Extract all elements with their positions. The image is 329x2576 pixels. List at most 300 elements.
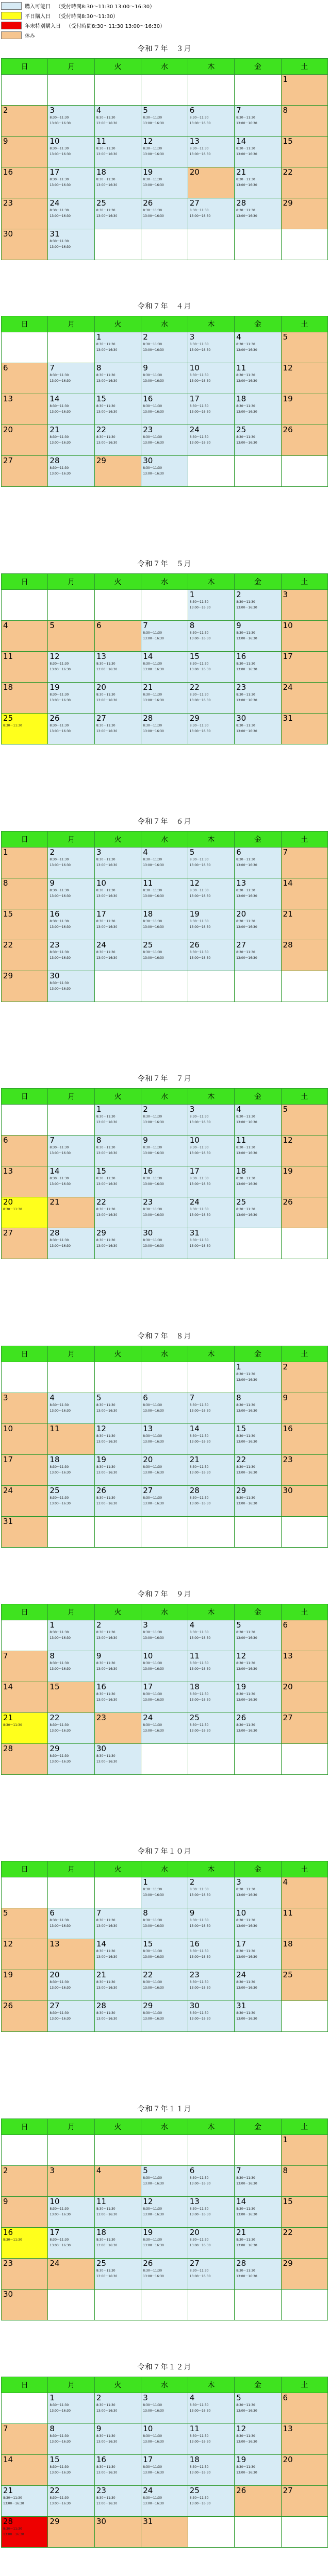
day-cell bbox=[281, 909, 327, 940]
time-slots bbox=[48, 2464, 94, 2476]
weekday-header: 土 bbox=[281, 59, 327, 75]
time-slot: 13:00〜16:30 bbox=[3, 2502, 24, 2505]
day-number: 25 bbox=[189, 1713, 200, 1722]
time-slot: 13:00〜16:30 bbox=[189, 1893, 211, 1897]
time-slot: 13:00〜16:30 bbox=[143, 1667, 164, 1671]
time-slot: 13:00〜16:30 bbox=[236, 2471, 257, 2475]
day-number: 22 bbox=[189, 683, 200, 692]
time-slot: 13:00〜16:30 bbox=[236, 1182, 257, 1186]
week-row bbox=[2, 1908, 328, 1939]
day-cell bbox=[94, 1228, 141, 1259]
time-slot: 13:00〜16:30 bbox=[143, 1924, 164, 1928]
time-slot: 13:00〜16:30 bbox=[236, 1636, 257, 1640]
time-slot: 13:00〜16:30 bbox=[143, 863, 164, 867]
time-slot: 13:00〜16:30 bbox=[96, 863, 118, 867]
day-number: 5 bbox=[143, 2166, 148, 2175]
day-cell bbox=[48, 1393, 94, 1424]
day-cell bbox=[2, 848, 48, 878]
weekday-header: 木 bbox=[188, 2377, 234, 2393]
day-cell bbox=[281, 1877, 327, 1908]
day-number: 29 bbox=[50, 1744, 60, 1753]
day-number: 16 bbox=[50, 909, 60, 919]
time-slots bbox=[48, 1495, 94, 1506]
day-cell bbox=[188, 1620, 234, 1651]
day-number: 4 bbox=[189, 2393, 195, 2402]
time-slot: 13:00〜16:30 bbox=[189, 1440, 211, 1444]
time-slots bbox=[235, 692, 281, 703]
time-slots bbox=[48, 1176, 94, 1187]
time-slots bbox=[188, 1145, 234, 1156]
time-slots bbox=[48, 1238, 94, 1249]
time-slot: 13:00〜16:30 bbox=[236, 1440, 257, 1444]
time-slots bbox=[235, 630, 281, 641]
time-slot: 13:00〜16:30 bbox=[143, 1893, 164, 1897]
day-number: 15 bbox=[3, 909, 13, 919]
time-slots bbox=[188, 950, 234, 961]
empty-day-cell bbox=[235, 1228, 281, 1259]
day-number: 5 bbox=[189, 848, 195, 857]
day-cell bbox=[94, 1455, 141, 1486]
week-row bbox=[2, 2228, 328, 2259]
day-number: 1 bbox=[50, 1620, 55, 1630]
day-cell bbox=[281, 106, 327, 137]
empty-day-cell bbox=[281, 2290, 327, 2320]
day-cell bbox=[281, 1105, 327, 1136]
time-slot: 8:30〜11:30 bbox=[189, 1146, 209, 1149]
weekday-header: 日 bbox=[2, 1346, 48, 1362]
time-slot: 8:30〜11:30 bbox=[189, 662, 209, 666]
day-number: 12 bbox=[96, 1424, 106, 1433]
time-slots bbox=[188, 2175, 234, 2187]
day-cell bbox=[235, 106, 281, 137]
day-cell bbox=[188, 1713, 234, 1744]
time-slot: 13:00〜16:30 bbox=[236, 863, 257, 867]
time-slot: 13:00〜16:30 bbox=[189, 1955, 211, 1959]
day-number: 13 bbox=[50, 1939, 60, 1948]
time-slot: 13:00〜16:30 bbox=[96, 1471, 118, 1475]
weekday-header-row bbox=[2, 1089, 328, 1105]
day-cell bbox=[281, 2486, 327, 2517]
day-cell bbox=[281, 2259, 327, 2290]
time-slot: 8:30〜11:30 bbox=[189, 889, 209, 892]
day-cell bbox=[48, 848, 94, 878]
time-slot: 13:00〜16:30 bbox=[143, 668, 164, 671]
time-slots bbox=[95, 1207, 141, 1218]
time-slot: 13:00〜16:30 bbox=[143, 1729, 164, 1733]
weekday-header-row bbox=[2, 1861, 328, 1877]
day-cell bbox=[141, 2001, 188, 2032]
time-slot: 8:30〜11:30 bbox=[189, 2496, 209, 2500]
day-number: 22 bbox=[283, 167, 293, 177]
time-slots bbox=[95, 177, 141, 188]
time-slot: 13:00〜16:30 bbox=[143, 1182, 164, 1186]
time-slot: 13:00〜16:30 bbox=[236, 699, 257, 702]
day-cell bbox=[48, 2455, 94, 2486]
time-slot: 13:00〜16:30 bbox=[96, 1955, 118, 1959]
time-slots bbox=[141, 208, 187, 219]
time-slots bbox=[188, 342, 234, 353]
day-cell bbox=[188, 1393, 234, 1424]
time-slot: 8:30〜11:30 bbox=[96, 1239, 116, 1242]
time-slot: 8:30〜11:30 bbox=[96, 178, 116, 181]
time-slot: 8:30〜11:30 bbox=[143, 178, 162, 181]
weekday-header: 金 bbox=[235, 2377, 281, 2393]
day-number: 29 bbox=[3, 971, 13, 980]
time-slot: 8:30〜11:30 bbox=[96, 1115, 116, 1118]
day-number: 3 bbox=[236, 1877, 241, 1887]
time-slot: 13:00〜16:30 bbox=[143, 379, 164, 383]
time-slot: 13:00〜16:30 bbox=[189, 2244, 211, 2247]
day-cell bbox=[48, 2197, 94, 2228]
time-slot: 13:00〜16:30 bbox=[189, 2440, 211, 2444]
empty-day-cell bbox=[281, 1228, 327, 1259]
time-slot: 8:30〜11:30 bbox=[143, 209, 162, 212]
time-slot: 8:30〜11:30 bbox=[50, 2238, 69, 2242]
time-slots bbox=[188, 723, 234, 734]
time-slot: 13:00〜16:30 bbox=[96, 122, 118, 125]
time-slot: 13:00〜16:30 bbox=[96, 894, 118, 898]
time-slot: 13:00〜16:30 bbox=[96, 1986, 118, 1990]
time-slots bbox=[235, 2433, 281, 2445]
time-slots bbox=[141, 2175, 187, 2187]
day-cell bbox=[141, 2517, 188, 2548]
day-number: 21 bbox=[236, 167, 246, 177]
time-slots bbox=[141, 1979, 187, 1991]
time-slot: 8:30〜11:30 bbox=[50, 404, 69, 408]
day-number: 31 bbox=[189, 1228, 200, 1238]
time-slots bbox=[95, 208, 141, 219]
calendar-table bbox=[1, 1088, 328, 1259]
weekday-header: 土 bbox=[281, 574, 327, 590]
time-slot: 13:00〜16:30 bbox=[50, 863, 71, 867]
weekday-header: 木 bbox=[188, 59, 234, 75]
time-slots bbox=[95, 888, 141, 899]
day-cell bbox=[141, 848, 188, 878]
time-slot: 8:30〜11:30 bbox=[189, 1115, 209, 1118]
day-number: 13 bbox=[236, 878, 246, 888]
time-slots bbox=[235, 1630, 281, 1641]
time-slot: 13:00〜16:30 bbox=[96, 379, 118, 383]
day-cell bbox=[2, 909, 48, 940]
legend-label-open bbox=[25, 2, 155, 10]
time-slot: 8:30〜11:30 bbox=[50, 1465, 69, 1469]
weekday-header: 木 bbox=[188, 832, 234, 848]
time-slot: 13:00〜16:30 bbox=[143, 894, 164, 898]
time-slots bbox=[95, 1402, 141, 1414]
week-row bbox=[2, 1744, 328, 1775]
time-slot: 13:00〜16:30 bbox=[189, 1121, 211, 1124]
day-number: 4 bbox=[283, 1877, 288, 1887]
day-number: 24 bbox=[50, 2259, 60, 2268]
weekday-header-row bbox=[2, 574, 328, 590]
time-slots bbox=[95, 1979, 141, 1991]
weekday-header: 火 bbox=[94, 1089, 141, 1105]
time-slot: 8:30〜11:30 bbox=[189, 2176, 209, 2180]
day-cell bbox=[2, 2290, 48, 2320]
day-number: 31 bbox=[3, 1517, 13, 1526]
day-cell bbox=[235, 1424, 281, 1455]
time-slots bbox=[235, 2464, 281, 2476]
month-title: 令和７年 ５月 bbox=[137, 560, 192, 568]
day-number: 31 bbox=[50, 229, 60, 239]
time-slot: 13:00〜16:30 bbox=[143, 348, 164, 352]
time-slot: 8:30〜11:30 bbox=[50, 1919, 69, 1922]
time-slot: 13:00〜16:30 bbox=[96, 1409, 118, 1413]
day-cell bbox=[48, 1744, 94, 1775]
time-slot: 8:30〜11:30 bbox=[96, 693, 116, 697]
time-slot: 8:30〜11:30 bbox=[236, 2207, 255, 2211]
day-cell bbox=[2, 1136, 48, 1166]
time-slots bbox=[235, 661, 281, 672]
day-number: 27 bbox=[50, 2001, 60, 2010]
day-number: 12 bbox=[143, 137, 153, 146]
time-slots bbox=[141, 2206, 187, 2217]
day-cell bbox=[141, 2166, 188, 2197]
weekday-header: 土 bbox=[281, 1604, 327, 1620]
time-slots bbox=[95, 403, 141, 415]
time-slots bbox=[141, 692, 187, 703]
time-slot: 8:30〜11:30 bbox=[96, 889, 116, 892]
time-slots bbox=[188, 2206, 234, 2217]
day-number: 28 bbox=[236, 2259, 246, 2268]
time-slot: 8:30〜11:30 bbox=[143, 1177, 162, 1180]
time-slot: 13:00〜16:30 bbox=[143, 1244, 164, 1248]
time-slots bbox=[95, 2433, 141, 2445]
day-number: 23 bbox=[143, 1197, 153, 1207]
day-cell bbox=[235, 394, 281, 425]
time-slot: 8:30〜11:30 bbox=[189, 209, 209, 212]
day-number: 6 bbox=[96, 621, 102, 630]
day-cell bbox=[94, 456, 141, 487]
weekday-header: 水 bbox=[141, 1346, 188, 1362]
time-slots bbox=[188, 692, 234, 703]
time-slots bbox=[235, 342, 281, 353]
time-slot: 13:00〜16:30 bbox=[189, 637, 211, 640]
day-number: 13 bbox=[96, 652, 106, 661]
time-slot: 8:30〜11:30 bbox=[189, 343, 209, 346]
day-number: 23 bbox=[3, 198, 13, 208]
week-row bbox=[2, 1682, 328, 1713]
time-slot: 8:30〜11:30 bbox=[143, 920, 162, 923]
day-number: 28 bbox=[189, 1486, 200, 1495]
day-number: 17 bbox=[3, 1455, 13, 1464]
day-cell bbox=[235, 137, 281, 167]
empty-day-cell bbox=[188, 2290, 234, 2320]
time-slot: 8:30〜11:30 bbox=[189, 693, 209, 697]
time-slot: 8:30〜11:30 bbox=[189, 1434, 209, 1438]
day-cell bbox=[2, 363, 48, 394]
week-row bbox=[2, 198, 328, 229]
time-slot: 13:00〜16:30 bbox=[50, 441, 71, 445]
time-slots bbox=[95, 1918, 141, 1929]
time-slot: 13:00〜16:30 bbox=[50, 1924, 71, 1928]
day-cell bbox=[2, 1651, 48, 1682]
time-slot: 13:00〜16:30 bbox=[189, 122, 211, 125]
time-slots bbox=[95, 1176, 141, 1187]
day-number: 11 bbox=[3, 652, 13, 661]
time-slot: 8:30〜11:30 bbox=[96, 2496, 116, 2500]
time-slot: 13:00〜16:30 bbox=[50, 1471, 71, 1475]
day-cell bbox=[94, 363, 141, 394]
day-number: 4 bbox=[3, 621, 8, 630]
empty-day-cell bbox=[48, 332, 94, 363]
time-slot: 13:00〜16:30 bbox=[50, 2213, 71, 2216]
day-cell bbox=[48, 2517, 94, 2548]
week-row bbox=[2, 1424, 328, 1455]
time-slots bbox=[141, 465, 187, 477]
time-slot: 8:30〜11:30 bbox=[96, 1919, 116, 1922]
time-slot: 13:00〜16:30 bbox=[189, 2213, 211, 2216]
day-cell bbox=[48, 1136, 94, 1166]
time-slot: 8:30〜11:30 bbox=[236, 2403, 255, 2407]
day-number: 26 bbox=[50, 714, 60, 723]
day-cell bbox=[188, 1970, 234, 2001]
day-number: 22 bbox=[50, 2486, 60, 2495]
day-cell bbox=[141, 714, 188, 744]
time-slot: 13:00〜16:30 bbox=[143, 1636, 164, 1640]
day-cell bbox=[188, 1136, 234, 1166]
time-slot: 8:30〜11:30 bbox=[143, 1146, 162, 1149]
time-slot: 8:30〜11:30 bbox=[236, 1692, 255, 1696]
time-slot: 13:00〜16:30 bbox=[50, 152, 71, 156]
day-cell bbox=[188, 2259, 234, 2290]
day-number: 25 bbox=[236, 1197, 246, 1207]
day-cell bbox=[2, 198, 48, 229]
time-slot: 8:30〜11:30 bbox=[143, 2269, 162, 2273]
time-slot: 13:00〜16:30 bbox=[236, 925, 257, 929]
time-slots bbox=[235, 1660, 281, 1672]
time-slots bbox=[48, 146, 94, 157]
day-number: 22 bbox=[236, 1455, 246, 1464]
day-cell bbox=[235, 1939, 281, 1970]
time-slot: 8:30〜11:30 bbox=[50, 466, 69, 470]
time-slot: 8:30〜11:30 bbox=[143, 858, 162, 861]
day-cell bbox=[141, 909, 188, 940]
day-cell bbox=[48, 1908, 94, 1939]
time-slot: 13:00〜16:30 bbox=[236, 1986, 257, 1990]
empty-day-cell bbox=[48, 1362, 94, 1393]
day-number: 4 bbox=[189, 1620, 195, 1630]
time-slots bbox=[235, 1691, 281, 1703]
time-slot: 13:00〜16:30 bbox=[96, 730, 118, 733]
time-slot: 13:00〜16:30 bbox=[50, 956, 71, 960]
time-slots bbox=[95, 2010, 141, 2022]
time-slot: 8:30〜11:30 bbox=[189, 2434, 209, 2438]
time-slot: 13:00〜16:30 bbox=[189, 152, 211, 156]
time-slot: 8:30〜11:30 bbox=[189, 1208, 209, 1211]
empty-day-cell bbox=[94, 590, 141, 621]
day-number: 19 bbox=[189, 909, 200, 919]
day-cell bbox=[48, 909, 94, 940]
weekday-header: 月 bbox=[48, 59, 94, 75]
day-number: 19 bbox=[3, 1970, 13, 1979]
day-cell bbox=[235, 1197, 281, 1228]
day-number: 5 bbox=[283, 332, 288, 342]
time-slot: 8:30〜11:30 bbox=[96, 404, 116, 408]
day-cell bbox=[235, 1713, 281, 1744]
day-number: 24 bbox=[143, 2486, 153, 2495]
time-slot: 13:00〜16:30 bbox=[143, 925, 164, 929]
day-number: 22 bbox=[96, 1197, 106, 1207]
time-slot: 13:00〜16:30 bbox=[50, 2017, 71, 2021]
day-cell bbox=[48, 1620, 94, 1651]
day-cell bbox=[2, 1197, 48, 1228]
weekday-header: 月 bbox=[48, 316, 94, 332]
day-number: 17 bbox=[143, 2455, 153, 2464]
day-number: 1 bbox=[3, 848, 8, 857]
time-slot: 8:30〜11:30 bbox=[189, 1888, 209, 1891]
day-number: 16 bbox=[143, 1166, 153, 1176]
time-slot: 13:00〜16:30 bbox=[189, 441, 211, 445]
time-slots bbox=[48, 723, 94, 734]
day-cell bbox=[48, 425, 94, 456]
time-slots bbox=[141, 1722, 187, 1734]
day-cell bbox=[141, 167, 188, 198]
day-number: 26 bbox=[236, 1713, 246, 1722]
empty-day-cell bbox=[94, 2290, 141, 2320]
day-number: 6 bbox=[283, 1620, 288, 1630]
day-cell bbox=[94, 106, 141, 137]
time-slot: 8:30〜11:30 bbox=[96, 435, 116, 439]
weekday-header: 月 bbox=[48, 574, 94, 590]
time-slot: 13:00〜16:30 bbox=[96, 1667, 118, 1671]
time-slot: 8:30〜11:30 bbox=[96, 2011, 116, 2015]
time-slot: 13:00〜16:30 bbox=[96, 956, 118, 960]
day-cell bbox=[188, 714, 234, 744]
time-slots bbox=[141, 857, 187, 868]
time-slot: 8:30〜11:30 bbox=[50, 981, 69, 985]
time-slots bbox=[188, 1887, 234, 1898]
week-row bbox=[2, 1197, 328, 1228]
time-slot: 8:30〜11:30 bbox=[143, 662, 162, 666]
day-cell bbox=[188, 652, 234, 683]
month-calendar bbox=[1, 1585, 328, 1775]
time-slots bbox=[235, 2402, 281, 2414]
day-cell bbox=[235, 2228, 281, 2259]
day-number: 10 bbox=[50, 137, 60, 146]
empty-day-cell bbox=[188, 75, 234, 106]
day-number: 11 bbox=[283, 1908, 293, 1918]
day-cell bbox=[2, 2001, 48, 2032]
week-row bbox=[2, 1877, 328, 1908]
day-number: 14 bbox=[50, 394, 60, 403]
day-cell bbox=[94, 394, 141, 425]
day-number: 9 bbox=[96, 2424, 102, 2433]
legend-extra-special: （受付時間8:30〜11:30） bbox=[56, 14, 119, 20]
time-slot: 13:00〜16:30 bbox=[96, 1760, 118, 1764]
time-slot: 13:00〜16:30 bbox=[50, 122, 71, 125]
day-number: 30 bbox=[236, 714, 246, 723]
time-slots bbox=[141, 661, 187, 672]
day-cell bbox=[48, 1682, 94, 1713]
day-cell bbox=[188, 2486, 234, 2517]
time-slot: 13:00〜16:30 bbox=[189, 2409, 211, 2413]
weekday-header-row bbox=[2, 2119, 328, 2135]
time-slot: 8:30〜11:30 bbox=[143, 343, 162, 346]
time-slots bbox=[2, 1722, 47, 1728]
day-cell bbox=[141, 1651, 188, 1682]
day-number: 15 bbox=[50, 2455, 60, 2464]
empty-day-cell bbox=[235, 2517, 281, 2548]
day-number: 25 bbox=[3, 714, 13, 723]
day-cell bbox=[2, 683, 48, 714]
time-slot: 8:30〜11:30 bbox=[143, 2496, 162, 2500]
day-number: 31 bbox=[143, 2517, 153, 2526]
day-number: 22 bbox=[283, 2228, 293, 2237]
day-number: 7 bbox=[236, 2166, 241, 2175]
time-slots bbox=[48, 434, 94, 446]
day-number: 8 bbox=[189, 621, 195, 630]
